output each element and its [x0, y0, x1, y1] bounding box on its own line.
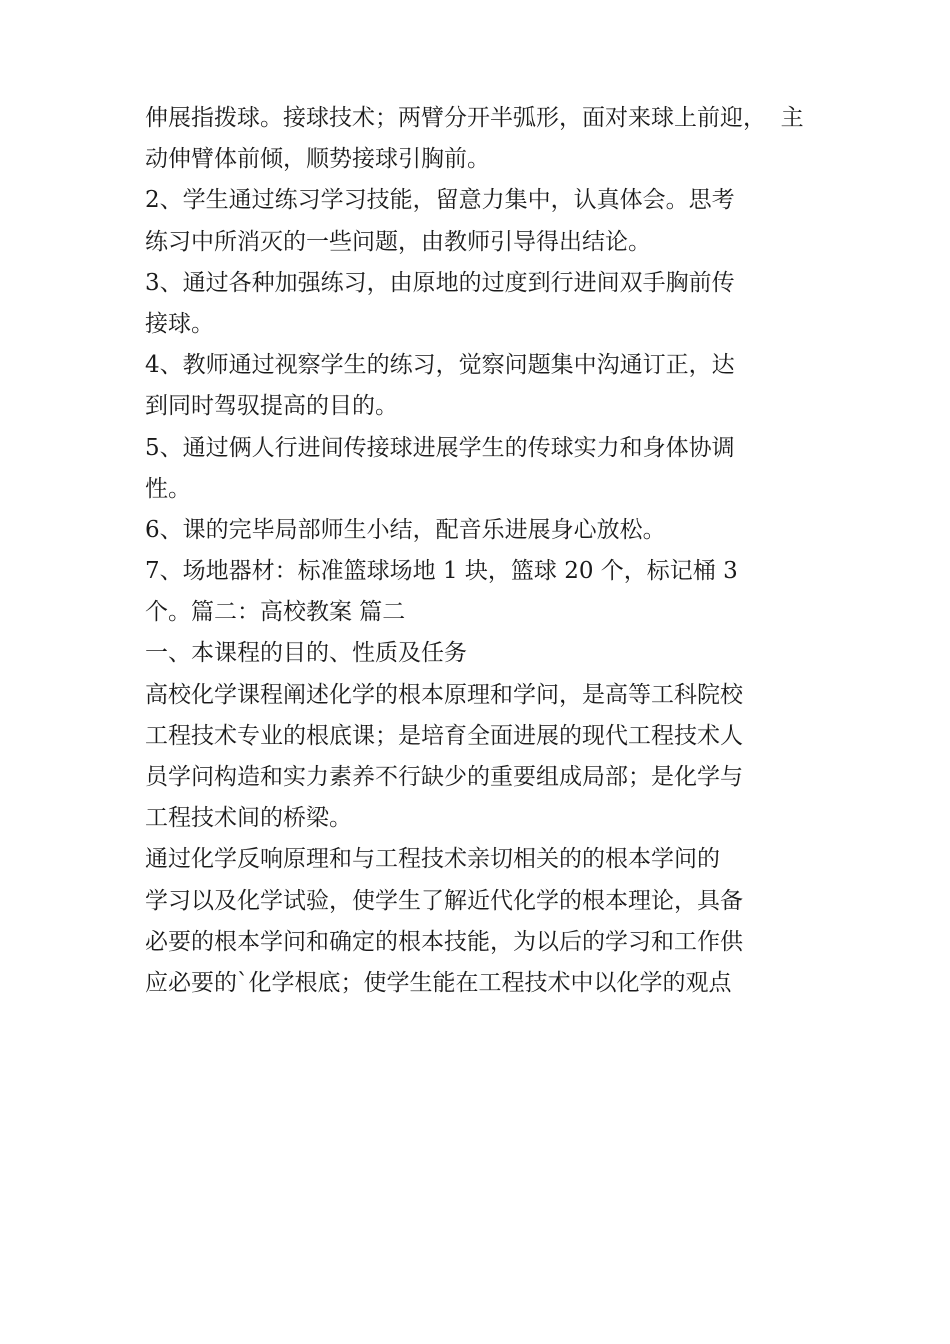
text-line: 2、学生通过练习学习技能，留意力集中，认真体会。思考	[145, 187, 735, 214]
document-body	[145, 98, 825, 1004]
text-line: 工程技术专业的根底课；是培育全面进展的现代工程技术人	[145, 722, 743, 749]
text-line: 4、教师通过视察学生的练习，觉察问题集中沟通订正，达	[145, 352, 735, 379]
text-line: 接球。	[145, 310, 214, 337]
text-line: 工程技术间的桥梁。	[145, 805, 352, 832]
text-line: 伸展指拨球。接球技术；两臂分开半弧形，面对来球上前迎， 主	[145, 105, 804, 131]
text-line: 应必要的`化学根底；使学生能在工程技术中以化学的观点	[145, 969, 732, 996]
text-line: 到同时驾驭提高的目的。	[145, 393, 398, 420]
section-heading: 一、本课程的目的、性质及任务	[145, 640, 467, 667]
text-line: 高校化学课程阐述化学的根本原理和学问，是高等工科院校	[145, 681, 743, 708]
text-line: 通过化学反响原理和与工程技术亲切相关的的根本学问的	[145, 846, 720, 873]
text-line: 个。篇二：高校教案 篇二	[145, 599, 406, 626]
text-line: 员学问构造和实力素养不行缺少的重要组成局部；是化学与	[145, 764, 743, 790]
text-line: 动伸臂体前倾，顺势接球引胸前。	[145, 146, 490, 173]
text-line: 6、课的完毕局部师生小结，配音乐进展身心放松。	[145, 516, 666, 543]
text-line: 性。	[145, 475, 191, 502]
text-line: 练习中所消灭的一些问题，由教师引导得出结论。	[145, 228, 651, 255]
text-line: 必要的根本学问和确定的根本技能，为以后的学习和工作供	[145, 928, 743, 955]
text-line: 3、通过各种加强练习，由原地的过度到行进间双手胸前传	[145, 269, 735, 296]
text-line: 学习以及化学试验，使学生了解近代化学的根本理论，具备	[145, 887, 743, 914]
text-line: 5、通过俩人行进间传接球进展学生的传球实力和身体协调	[145, 434, 735, 461]
text-line: 7、场地器材：标准篮球场地 1 块，篮球 20 个，标记桶 3	[145, 558, 738, 585]
